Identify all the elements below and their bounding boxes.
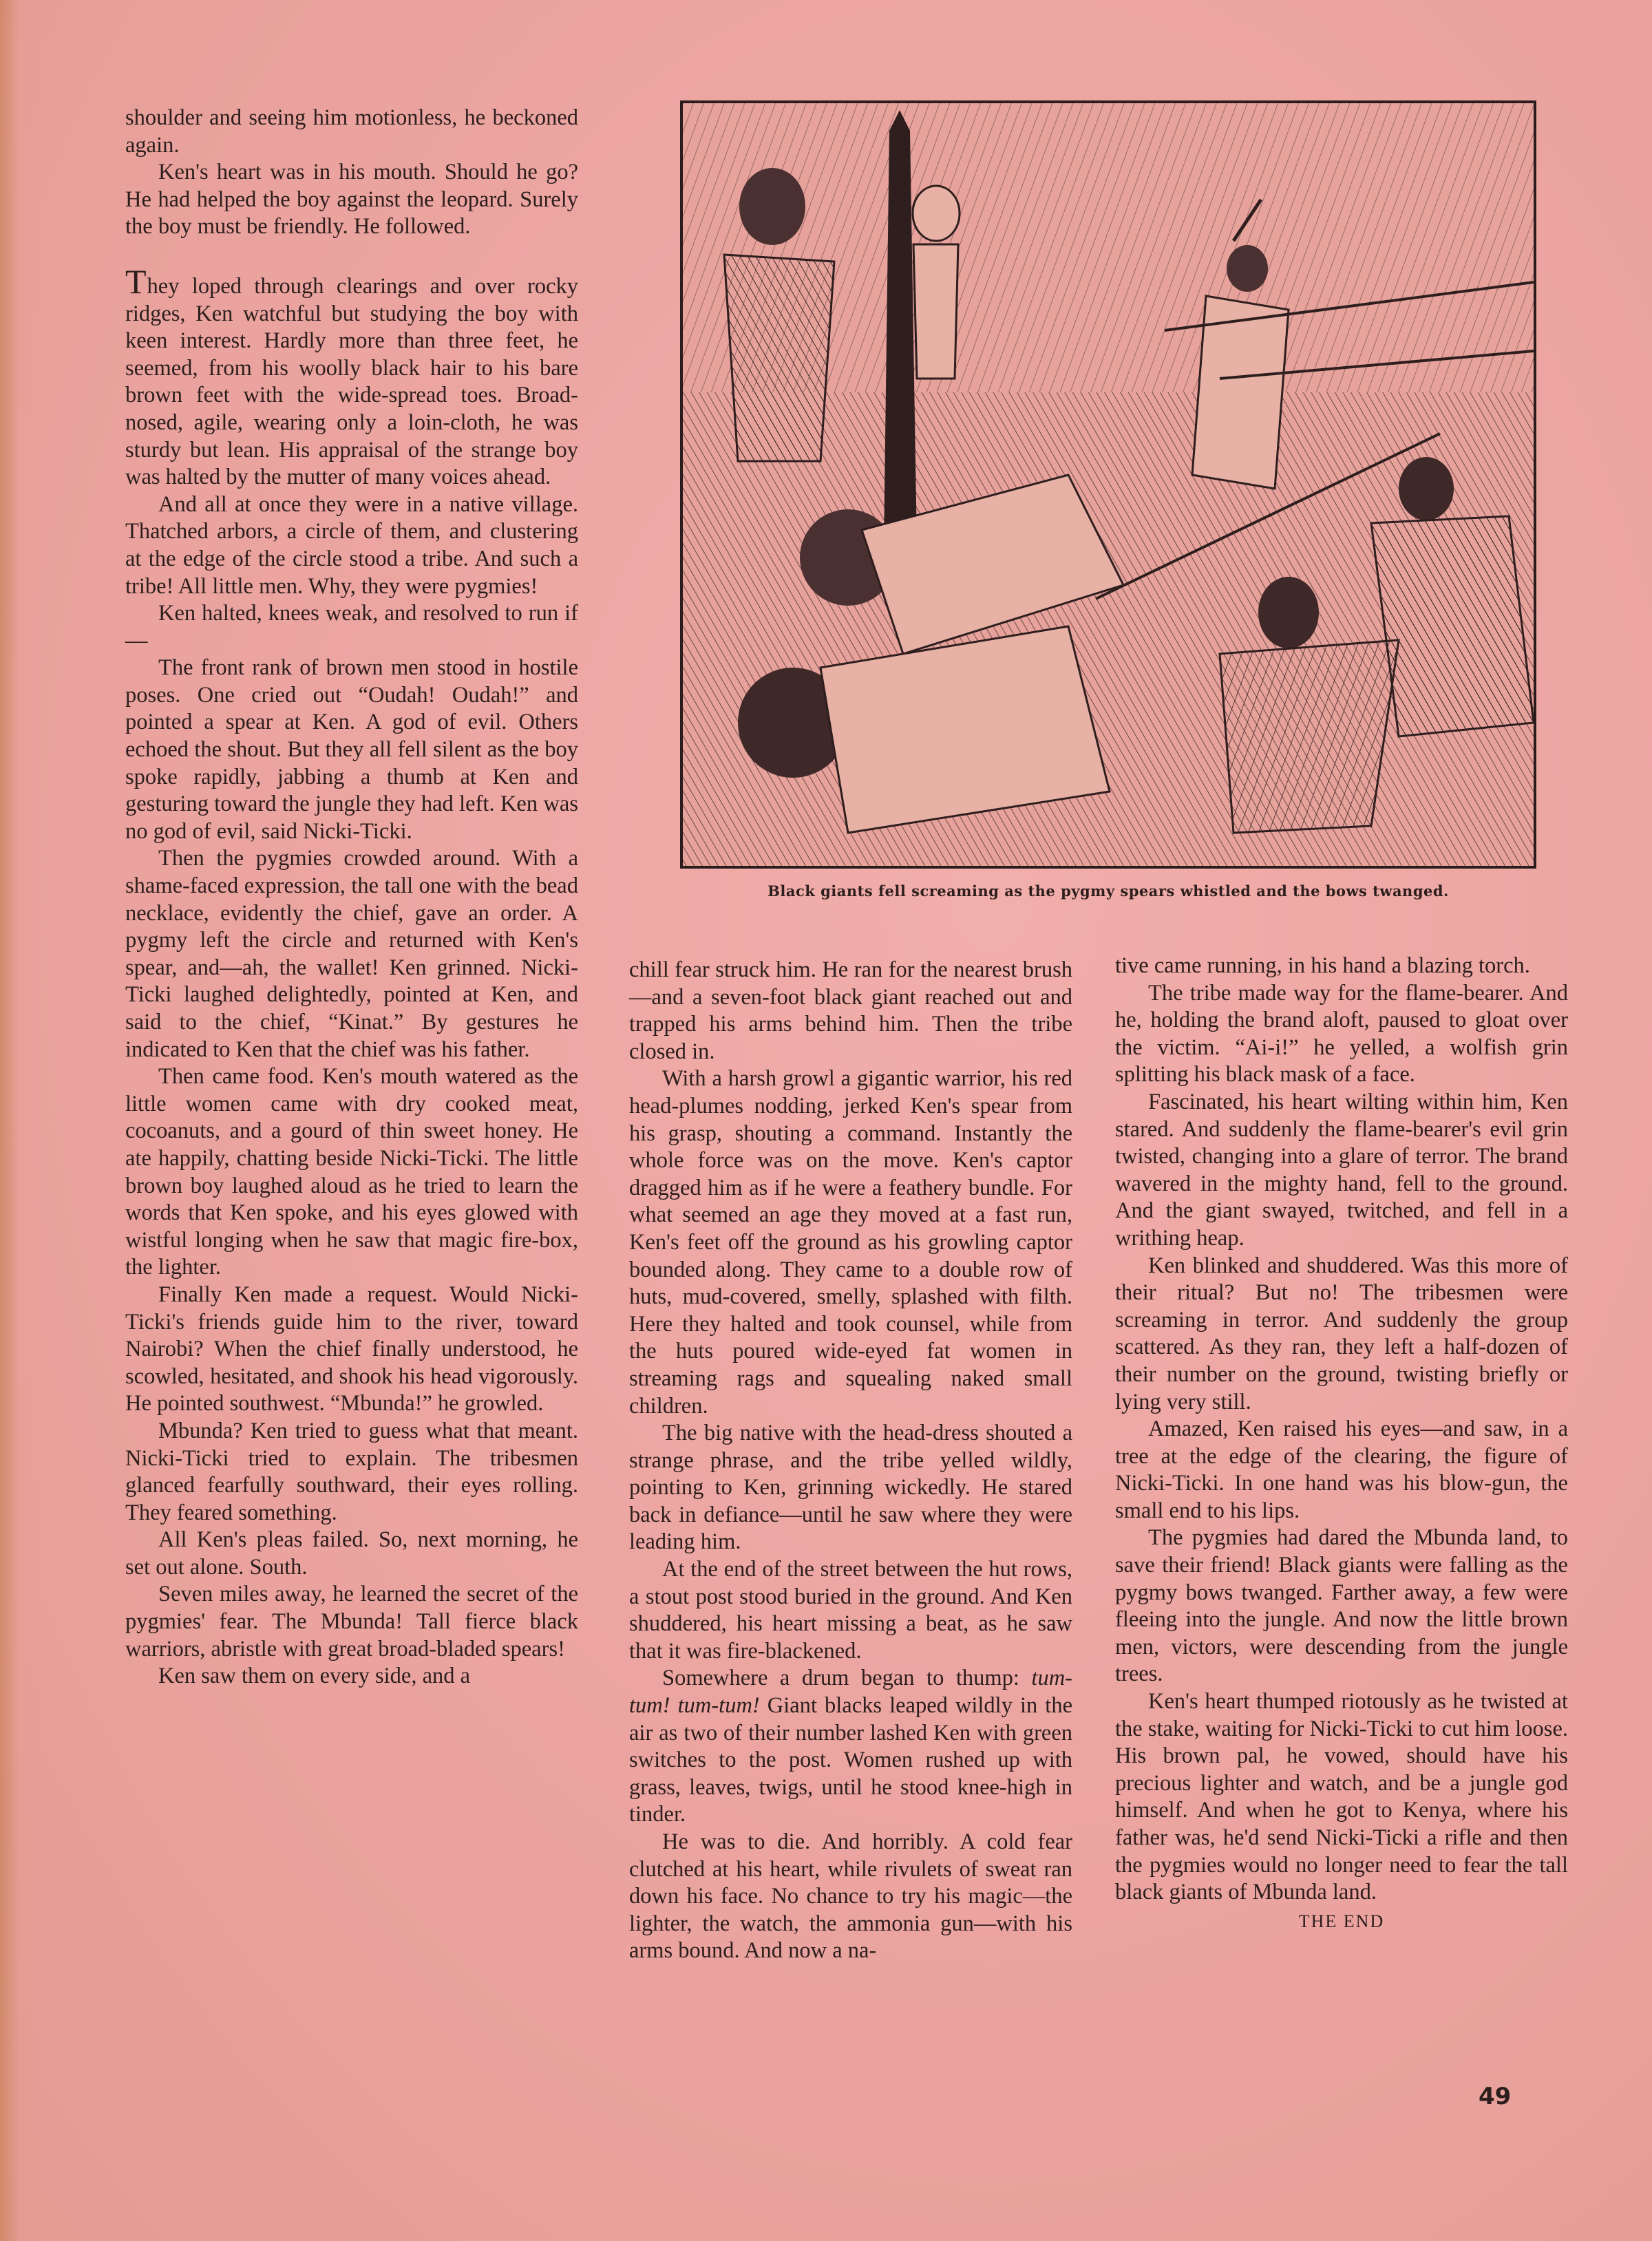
illustration-caption: Black giants fell screaming as the pygmy spears whistled and the bows twanged.: [767, 882, 1449, 900]
end-mark: THE END: [1298, 1911, 1385, 1931]
paragraph: And all at once they were in a native village. Thatched arbors, a circle of them, and clustering at the edge of the circle stood a tribe. And such a tribe! All little men. Why, they were pygmies!: [125, 491, 578, 599]
paragraph: The big native with the head-dress shouted a strange phrase, and the tribe yelled wildly, pointing to Ken, grinning wickedly. He stared back in defiance—until he saw where they were leading him.: [629, 1421, 1072, 1555]
battle-scene-drawing: [683, 103, 1534, 866]
paragraph: The pygmies had dared the Mbunda land, to save their friend! Black giants were falling as the pygmy bows twanged. Farther away, a few were fleeing into the jungle. And now the little brown men, victors, were descending from the jungle trees.: [1115, 1525, 1568, 1687]
drop-cap-word: T: [125, 262, 147, 301]
paragraph: Seven miles away, he learned the secret of the pygmies' fear. The Mbunda! Tall fierce black warriors, abristle with great broad-bladed spears!: [125, 1582, 578, 1661]
paragraph: Mbunda? Ken tried to guess what that meant. Nicki-Ticki tried to explain. The tribesmen glanced fearfully southward, their eyes rolling. They feared something.: [125, 1418, 578, 1525]
paragraph: Finally Ken made a request. Would Nicki-Ticki's friends guide him to the river, toward Nairobi? When the chief finally understood, he scowled, hesitated, and shook his head vigorously. He pointed southwest. “Mbunda!” he growled.: [125, 1282, 578, 1416]
paragraph: chill fear struck him. He ran for the nearest brush—and a seven-foot black giant reached out and trapped his arms behind him. Then the tribe closed in.: [629, 957, 1072, 1064]
paragraph: Then the pygmies crowded around. With a shame-faced expression, the tall one with the bead necklace, evidently the chief, gave an order. A pygmy left the circle and returned with Ken's spear, and—ah, the wallet! Ken grinned. Nicki-Ticki laughed delightedly, pointed at Ken, and said to the chief, “Kinat.” By gestures he indicated to Ken that the chief was his father.: [125, 846, 578, 1062]
paragraph: [629, 1665, 1072, 1829]
paragraph: Ken blinked and shuddered. Was this more of their ritual? But no! The tribesmen were screaming in terror. And suddenly the group scattered. As they ran, they left a half-dozen of their number on the ground, twisting briefly or lying very still.: [1115, 1253, 1568, 1414]
paragraph: Ken saw them on every side, and a: [158, 1664, 471, 1689]
paragraph: At the end of the street between the hut rows, a stout post stood buried in the ground. And Ken shuddered, his heart missing a beat, as he saw that it was fire-blackened.: [629, 1557, 1072, 1664]
text-column-3: [1115, 953, 1568, 1935]
paragraph: Ken's heart thumped riotously as he twisted at the stake, waiting for Nicki-Ticki to cut him loose. His brown pal, he vowed, should have his precious lighter and watch, and be a jungle god himself. And when he got to Kenya, where his father was, he'd send Nicki-Ticki a rifle and then the pygmies would no longer need to fear the tall black giants of Mbunda land.: [1115, 1689, 1568, 1905]
paragraph: Fascinated, his heart wilting within him, Ken stared. And suddenly the flame-bearer's evil grin twisted, changing into a glare of terror. The brand wavered in the mighty hand, fell to the ground. And the giant swayed, twitched, and fell in a writhing heap.: [1115, 1089, 1568, 1251]
drum-sound: tum-tum! tum-tum!: [629, 1666, 1072, 1719]
paragraph: Amazed, Ken raised his eyes—and saw, in a tree at the edge of the clearing, the figure of Nicki-Ticki. In one hand was his blow-gun, the small end to his lips.: [1115, 1416, 1568, 1523]
page-number: 49: [1479, 2083, 1512, 2110]
paragraph: Ken halted, knees weak, and resolved to run if—: [125, 601, 578, 653]
paragraph: Ken's heart was in his mouth. Should he go? He had helped the boy against the leopard. Surely the boy must be friendly. He followed.: [125, 160, 578, 240]
text-column-1: [125, 105, 578, 1690]
paragraph: All Ken's pleas failed. So, next morning, he set out alone. South.: [125, 1527, 578, 1580]
paragraph: shoulder and seeing him motionless, he beckoned again.: [125, 105, 578, 158]
paragraph-dropcap: [125, 262, 578, 491]
paragraph: Then came food. Ken's mouth watered as the little women came with dry cooked meat, cocoanuts, and a gourd of thin sweet honey. He ate happily, chatting beside Nicki-Ticki. The little brown boy laughed aloud as he tried to learn the words that Ken spoke, and his eyes glowed with wistful longing when he saw that magic fire-box, the lighter.: [125, 1064, 578, 1280]
text-column-2: [629, 957, 1072, 1965]
paragraph: The front rank of brown men stood in hostile poses. One cried out “Oudah! Oudah!” and pointed a spear at Ken. A god of evil. Others echoed the shout. But they all fell silent as the boy spoke rapidly, jabbing a thumb at Ken and gesturing toward the jungle they had left. Ken was no god of evil, said Nicki-Ticki.: [125, 655, 578, 844]
paragraph: tive came running, in his hand a blazing torch.: [1115, 953, 1530, 978]
paragraph: With a harsh growl a gigantic warrior, his red head-plumes nodding, jerked Ken's spear from his grasp, shouting a command. Instantly the whole force was on the move. Ken's captor dragged him as if he were a feathery bundle. For what seemed an age they moved at a fast run, Ken's feet off the ground as his growling captor bounded along. They came to a double row of huts, mud-covered, smelly, splashed with filth. Here they halted and took counsel, while from the huts poured wide-eyed fat women in streaming rags and squealing naked small children.: [629, 1066, 1072, 1419]
drum-intro: Somewhere a drum began to thump:: [662, 1666, 1019, 1691]
paragraph-text: hey loped through clearings and over rocky ridges, Ken watchful but studying the boy with keen interest. Hardly more than three feet, he seemed, from his woolly black hair to his bare brown feet with the wide-spread toes. Broad-nosed, agile, wearing only a loin-cloth, he was sturdy but lean. His appraisal of the strange boy was halted by the mutter of many voices ahead.: [125, 273, 578, 490]
paragraph: He was to die. And horribly. A cold fear clutched at his heart, while rivulets of sweat ran down his face. No chance to try his magic—the lighter, the watch, the ammonia gun—with his arms bound. And now a na-: [629, 1829, 1072, 1964]
illustration: [680, 100, 1536, 869]
paragraph: The tribe made way for the flame-bearer. And he, holding the brand aloft, paused to gloat over the victim. “Ai-i!” he yelled, a wolfish grin splitting his black mask of a face.: [1115, 980, 1568, 1087]
paragraph-text: Giant blacks leaped wildly in the air as two of their number lashed Ken with green switches to the post. Women rushed up with grass, leaves, twigs, until he stood knee-high in tinder.: [629, 1693, 1072, 1827]
